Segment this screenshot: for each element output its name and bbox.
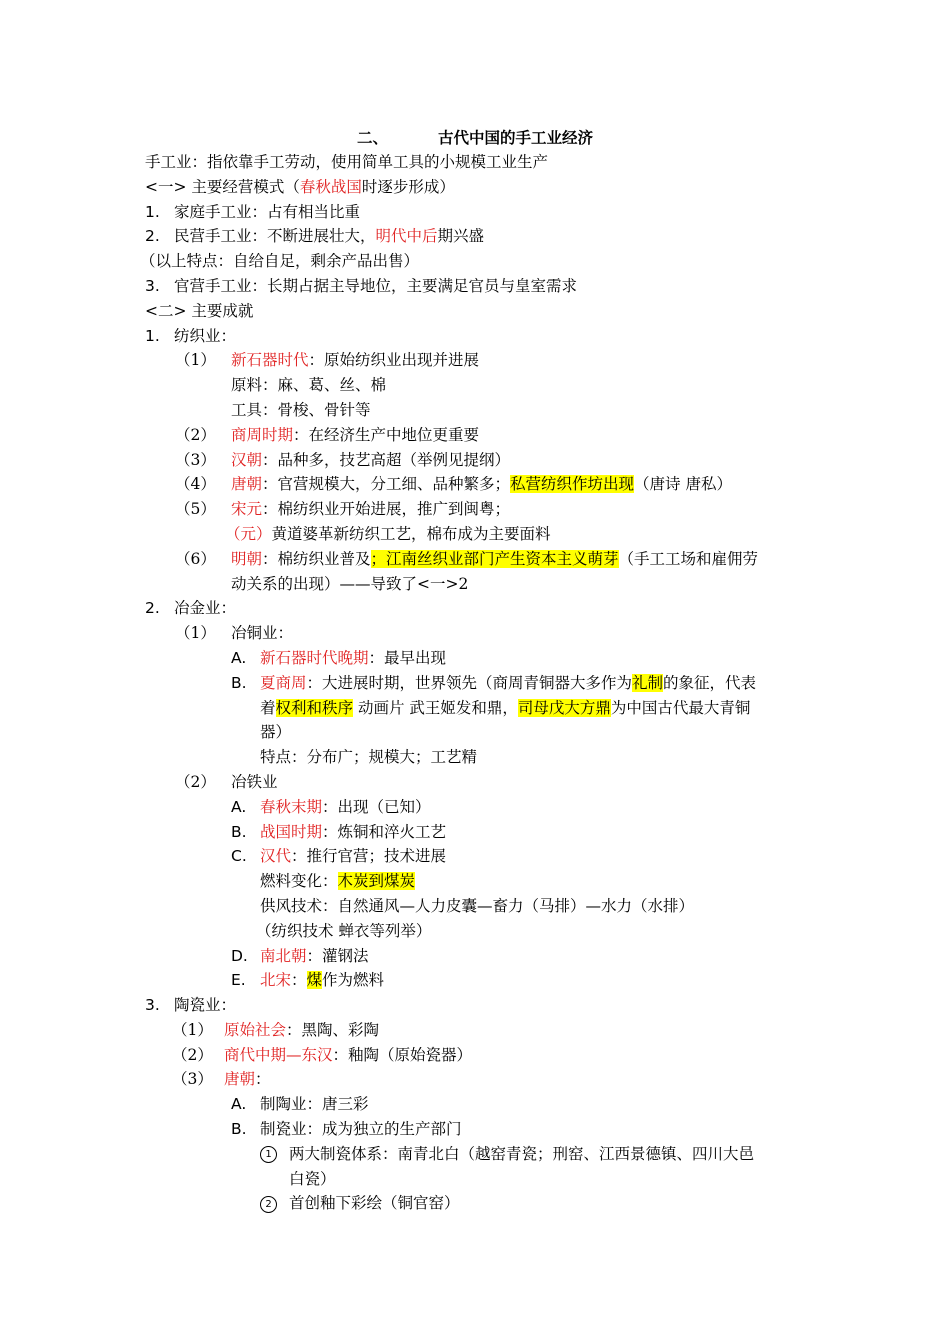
circled-text: 白瓷） (289, 1169, 336, 1188)
highlight-text: ；江南丝织业部门产生资本主义萌芽 (370, 549, 619, 568)
note-text: （以上特点：自给自足，剩余产品出售） (140, 252, 420, 271)
sub-text: ：在经济生产中地位更重要 (293, 425, 480, 444)
list-item (0, 274, 950, 299)
letter-text: 制瓷业：成为独立的生产部门 (260, 1120, 462, 1139)
letter-line (0, 720, 950, 745)
era-label: 唐朝 (231, 475, 263, 494)
sub-text: ：黑陶、彩陶 (286, 1020, 380, 1039)
intro-line (0, 150, 950, 175)
list-text-tail: 期兴盛 (437, 227, 485, 246)
list-text: 陶瓷业： (174, 996, 237, 1015)
sub-text: ：官营规模大，分工细、品种繁多； (262, 475, 511, 494)
era-label: 唐朝 (224, 1070, 256, 1089)
sub-item (0, 423, 950, 448)
highlight-text: 煤 (306, 971, 323, 990)
circled-text: 两大制瓷体系：南青北白（越窑青瓷；刑窑、江西景德镇、四川大邑 (289, 1144, 755, 1163)
letter-text-tail: 作为燃料 (322, 971, 385, 990)
letter-text-tail: 为中国古代最大青铜 (610, 698, 751, 717)
sub-text: ：釉陶（原始瓷器） (332, 1045, 473, 1064)
letter-text: 动画片 武王姬发和鼎， (353, 698, 518, 717)
sub-line (0, 522, 950, 547)
letter-text: 制陶业：唐三彩 (260, 1095, 369, 1114)
sub-number: （3） (175, 450, 216, 469)
era-label: 宋元 (231, 500, 263, 519)
circled-line (0, 1167, 950, 1192)
list-number: 3. (145, 996, 160, 1015)
letter-text: （纺织技术 蝉衣等列举） (256, 921, 432, 940)
era-label: 明朝 (231, 549, 263, 568)
era-label: 新石器时代晚期 (260, 648, 369, 667)
section1-head-red: 春秋战国 (299, 177, 362, 196)
sub-text: 工具：骨梭、骨针等 (231, 400, 371, 419)
document-body (0, 150, 950, 1216)
sub-text: 动关系的出现）——导致了<一>2 (231, 574, 469, 593)
sub-text: 黄道婆革新纺织工艺，棉布成为主要面料 (271, 524, 551, 543)
list-number: 2. (145, 227, 160, 246)
letter-item (0, 671, 950, 696)
era-label: 夏商周 (260, 673, 307, 692)
list-item (0, 993, 950, 1018)
letter-text: 器） (260, 723, 292, 742)
sub-number: （1） (175, 351, 216, 370)
letter-item (0, 646, 950, 671)
highlight-text: 木炭到煤炭 (337, 872, 416, 891)
era-label: 春秋末期 (260, 797, 323, 816)
sub-number: （3） (172, 1070, 213, 1089)
sub-text: 原料：麻、葛、丝、棉 (231, 376, 387, 395)
section2-head: <二> 主要成就 (145, 301, 254, 320)
letter-text: ：大进展时期，世界领先（商周青铜器大多作为 (306, 673, 633, 692)
list-item (0, 324, 950, 349)
sub-item (0, 770, 950, 795)
letter-line (0, 919, 950, 944)
letter-text: ：最早出现 (368, 648, 447, 667)
letter-text: 特点：分布广；规模大；工艺精 (260, 748, 478, 767)
era-label: 汉朝 (231, 450, 263, 469)
sub-line (0, 572, 950, 597)
letter-line (0, 745, 950, 770)
sub-text: 冶铁业 (231, 772, 278, 791)
list-text: 冶金业： (174, 599, 237, 618)
letter-label: E. (231, 971, 246, 990)
list-text: 官营手工业：长期占据主导地位，主要满足官员与皇室需求 (174, 276, 578, 295)
letter-label: D. (231, 946, 248, 965)
letter-item (0, 795, 950, 820)
letter-item (0, 1092, 950, 1117)
letter-line (0, 696, 950, 721)
circled-number: 2 (260, 1196, 277, 1213)
letter-line (0, 869, 950, 894)
letter-label: A. (231, 797, 247, 816)
era-label: 南北朝 (260, 946, 307, 965)
sub-text: ： (255, 1070, 271, 1089)
letter-label: A. (231, 1095, 247, 1114)
era-label: 战国时期 (260, 822, 323, 841)
letter-line (0, 894, 950, 919)
note-line (0, 249, 950, 274)
letter-label: A. (231, 648, 247, 667)
highlight-text: 权利和秩序 (275, 698, 354, 717)
circled-number: 1 (260, 1146, 277, 1163)
letter-text-tail: 的象征，代表 (663, 673, 757, 692)
sub-text: ：棉纺织业普及 (262, 549, 371, 568)
letter-label: B. (231, 1120, 247, 1139)
sub-item (0, 621, 950, 646)
page-title (0, 126, 950, 148)
letter-item (0, 820, 950, 845)
sub-number: （1） (175, 624, 216, 643)
sub-line (0, 373, 950, 398)
sub-number: （6） (175, 549, 216, 568)
sub-number: （2） (172, 1045, 213, 1064)
section1-head-tail: 时逐步形成） (361, 177, 455, 196)
list-text: 民营手工业：不断进展壮大， (174, 227, 376, 246)
list-item (0, 224, 950, 249)
list-text-red: 明代中后 (375, 227, 438, 246)
list-text: 纺织业： (174, 326, 237, 345)
title-text: 古代中国的手工业经济 (438, 129, 594, 147)
sub-number: （1） (172, 1020, 213, 1039)
list-item (0, 200, 950, 225)
circled-text: 首创釉下彩绘（铜官窑） (289, 1194, 460, 1213)
letter-label: C. (231, 847, 247, 866)
letter-text: ：炼铜和淬火工艺 (322, 822, 447, 841)
sub-text: ：棉纺织业开始进展，推广到闽粤； (262, 500, 511, 519)
era-label: （元） (225, 524, 272, 543)
sub-text: ：原始纺织业出现并进展 (308, 351, 480, 370)
list-number: 1. (145, 202, 160, 221)
sub-text: 冶铜业： (231, 624, 294, 643)
era-label: 原始社会 (224, 1020, 287, 1039)
sub-number: （5） (175, 500, 216, 519)
sub-text-tail: （手工工场和雇佣劳 (618, 549, 759, 568)
list-text: 家庭手工业：占有相当比重 (174, 202, 361, 221)
era-label: 商代中期—东汉 (224, 1045, 333, 1064)
letter-item (0, 1117, 950, 1142)
letter-item (0, 844, 950, 869)
section-heading (0, 175, 950, 200)
sub-item (0, 348, 950, 373)
letter-text: 燃料变化： (260, 872, 338, 891)
letter-label: B. (231, 673, 247, 692)
title-number: 二、 (356, 129, 388, 147)
sub-number: （2） (175, 425, 216, 444)
era-label: 商周时期 (231, 425, 294, 444)
sub-item (0, 1067, 950, 1092)
sub-item (0, 1018, 950, 1043)
circled-item (0, 1191, 950, 1216)
era-label: 新石器时代 (231, 351, 309, 370)
sub-item (0, 547, 950, 572)
sub-item (0, 472, 950, 497)
highlight-text: 礼制 (632, 673, 664, 692)
letter-item (0, 968, 950, 993)
sub-line (0, 398, 950, 423)
list-item (0, 596, 950, 621)
letter-text: ：推行官营；技术进展 (291, 847, 447, 866)
list-number: 2. (145, 599, 160, 618)
highlight-text: 司母戊大方鼎 (517, 698, 611, 717)
section1-head: <一> 主要经营模式（ (145, 177, 300, 196)
intro-text: 手工业：指依靠手工劳动，使用简单工具的小规模工业生产 (145, 153, 549, 171)
letter-text: ： (291, 971, 307, 990)
sub-number: （2） (175, 772, 216, 791)
sub-item (0, 1043, 950, 1068)
letter-text: 供风技术：自然通风—人力皮囊—畜力（马排）—水力（水排） (260, 896, 695, 915)
letter-item (0, 944, 950, 969)
letter-text: ：出现（已知） (322, 797, 431, 816)
era-label: 汉代 (260, 847, 292, 866)
circled-item (0, 1142, 950, 1167)
sub-item (0, 448, 950, 473)
era-label: 北宋 (260, 971, 292, 990)
highlight-text: 私营纺织作坊出现 (510, 475, 635, 494)
list-number: 1. (145, 326, 160, 345)
list-number: 3. (145, 276, 160, 295)
sub-number: （4） (175, 475, 216, 494)
sub-text: ：品种多，技艺高超（举例见提纲） (262, 450, 511, 469)
letter-label: B. (231, 822, 247, 841)
sub-text-tail: （唐诗 唐私） (634, 475, 732, 494)
letter-text: ：灌钢法 (306, 946, 369, 965)
section-heading (0, 299, 950, 324)
sub-item (0, 497, 950, 522)
letter-text: 着 (260, 698, 276, 717)
